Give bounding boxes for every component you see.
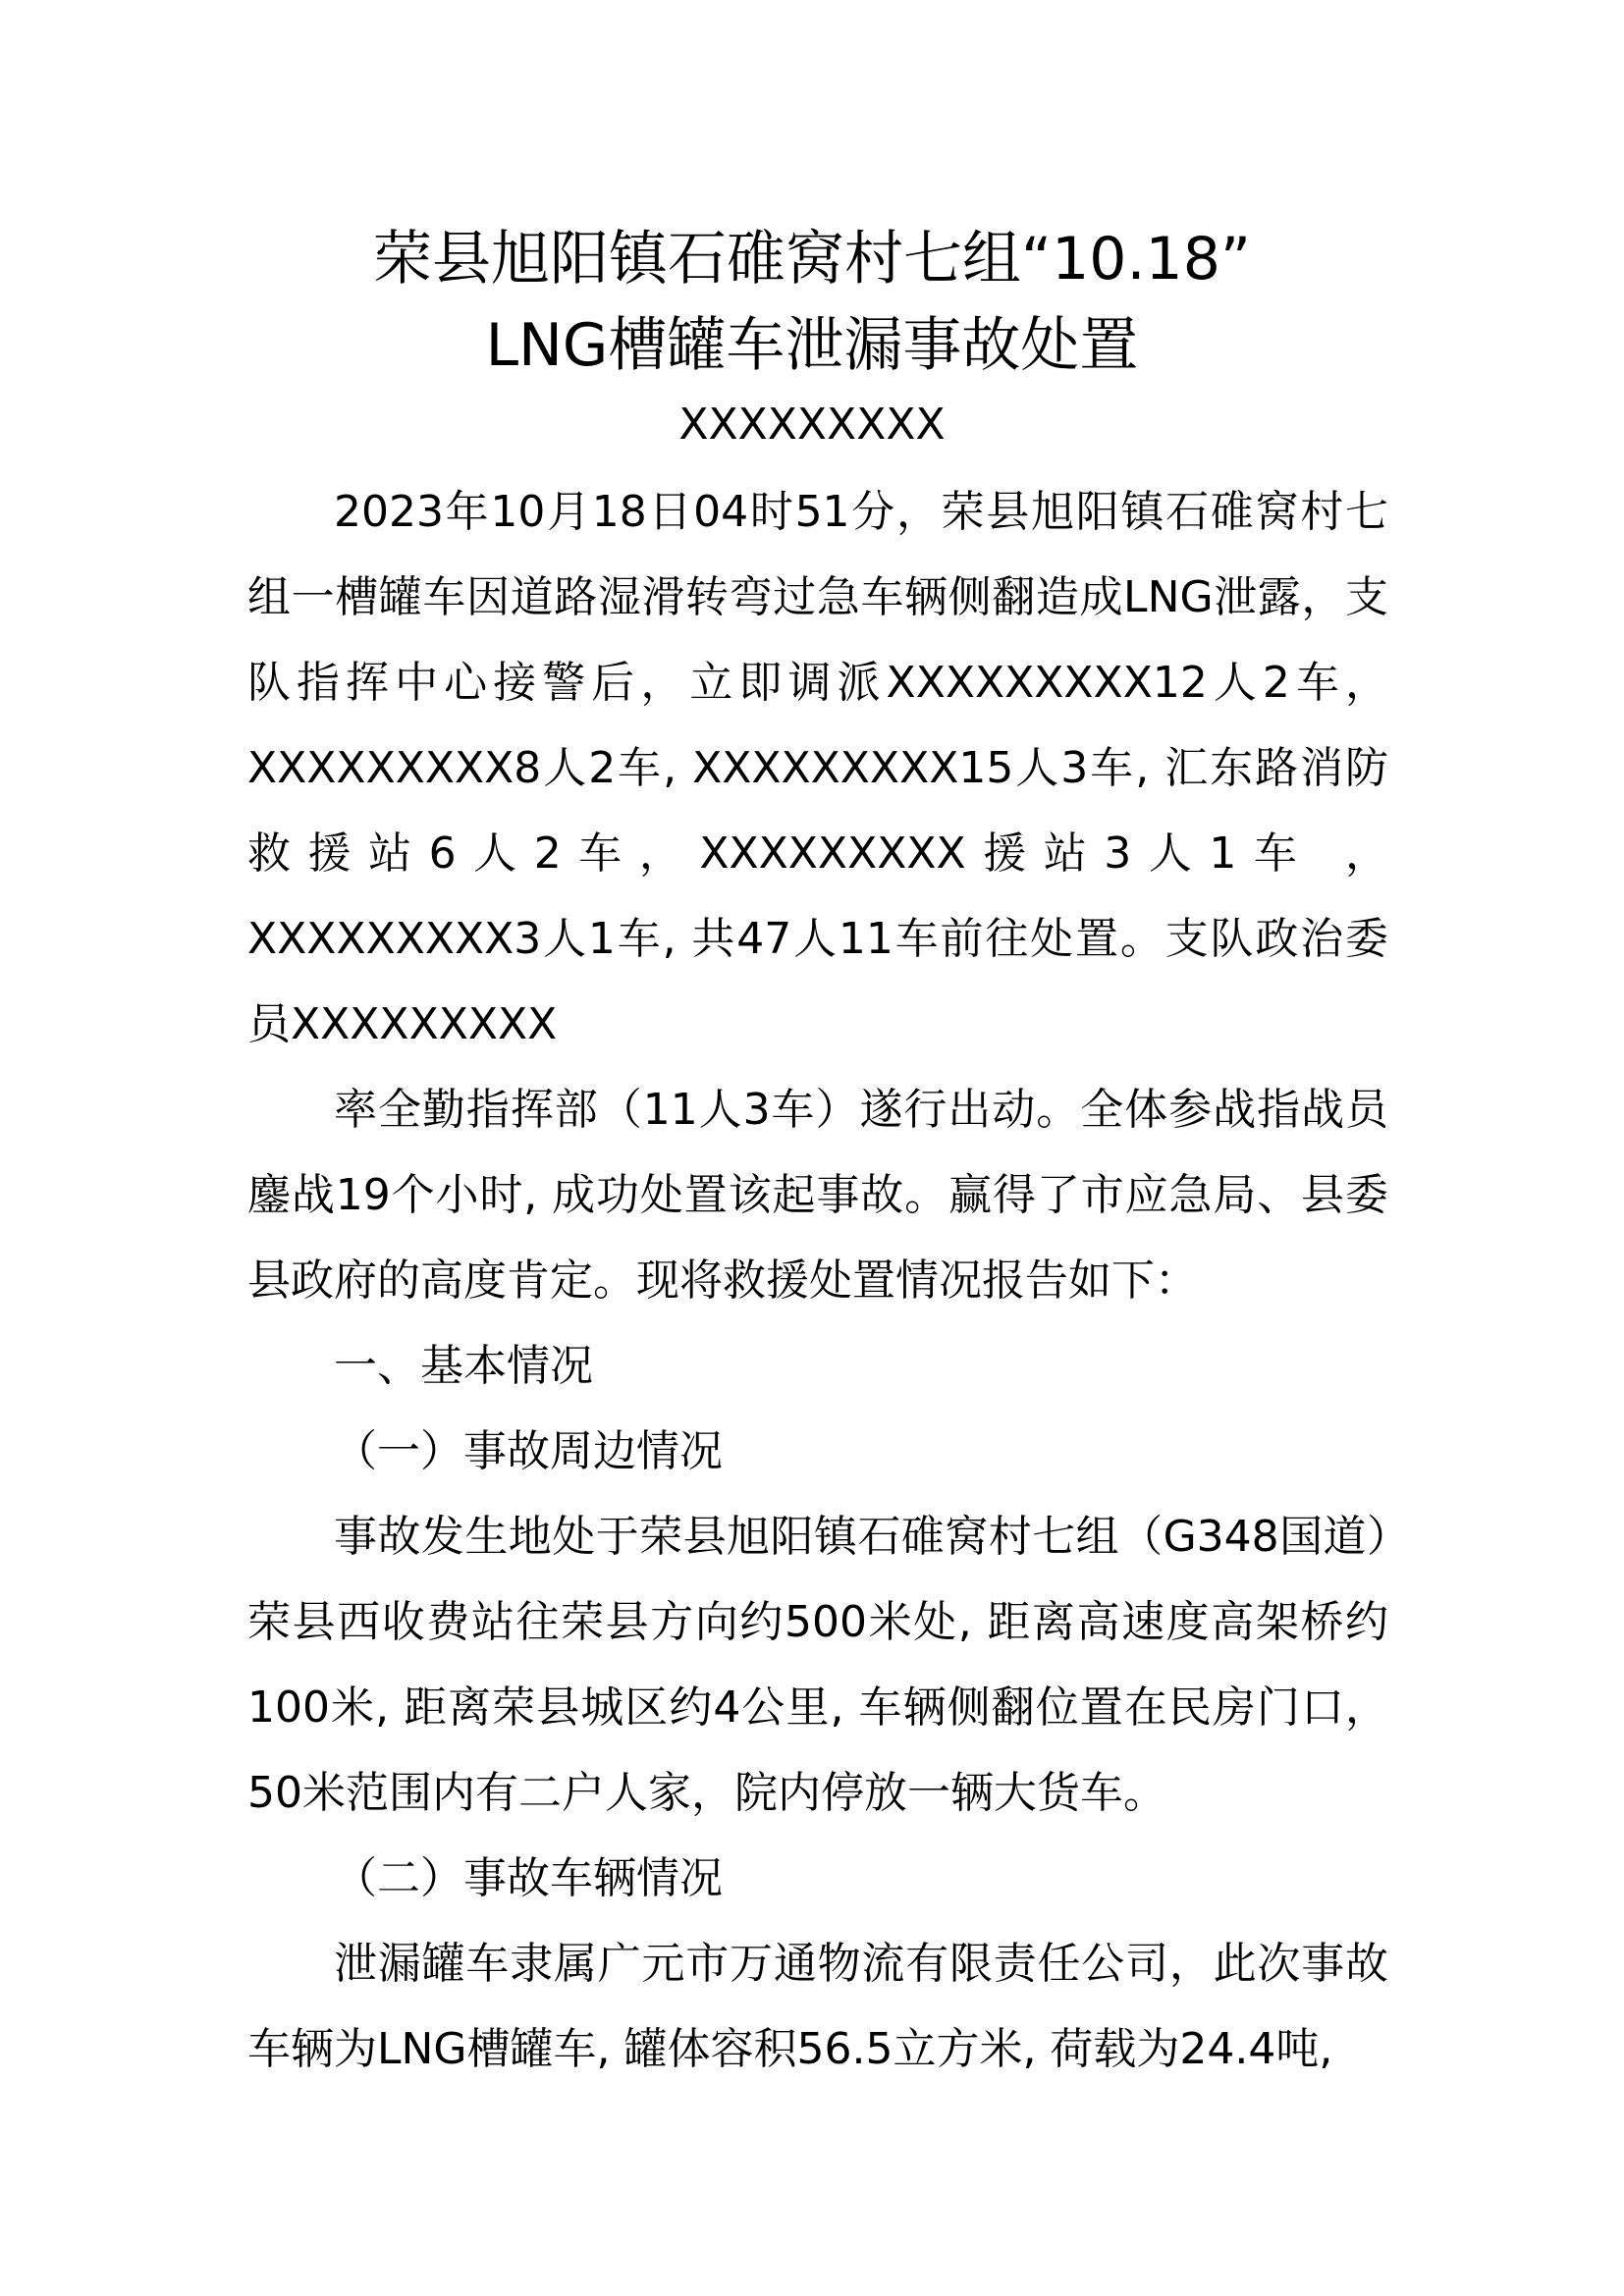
subsection-heading-vehicle: （二）事故车辆情况: [334, 1853, 723, 1903]
paragraph-incident-summary: 2023年10月18日04时51分，荣县旭阳镇石碓窝村七组一槽罐车因道路湿滑转弯过急车辆侧翻造成LNG泄露，支队指挥中心接警后，立即调派XXXXXXXXX12人2车，XXXXXXXXX8人2车, XXXXXXXXX15人3车, 汇东路消防救援站6人2车，XXXXXXXXX援站3人1车 ，XXXXXXXXX3人1车, 共47人11车前往处置。支队政治委员XXXXXXXXX: [247, 487, 1388, 1049]
section-basic-info: [247, 1323, 1388, 2092]
paragraph-surroundings: 事故发生地处于荣县旭阳镇石碓窝村七组（G348国道）荣县西收费站往荣县方向约500米处, 距离高速度高架桥约100米, 距离荣县城区约4公里, 车辆侧翻位置在民房门口，50米范围内有二户人家，院内停放一辆大货车。: [247, 1512, 1388, 1818]
document-title-line-2: LNG槽罐车泄漏事故处置: [485, 311, 1139, 380]
section-intro: [247, 469, 1388, 1067]
document-title-line-1: 荣县旭阳镇石碓窝村七组“10.18”: [373, 225, 1251, 294]
section-response: [247, 1067, 1388, 1323]
section-heading-basic-situation: 一、基本情况: [334, 1341, 593, 1391]
document-author: XXXXXXXXX: [678, 400, 946, 450]
subsection-heading-surroundings: （一）事故周边情况: [334, 1426, 723, 1476]
paragraph-vehicle: 泄漏罐车隶属广元市万通物流有限责任公司，此次事故车辆为LNG槽罐车, 罐体容积56.5立方米, 荷载为24.4吨,: [247, 1939, 1388, 2074]
paragraph-response: 率全勤指挥部（11人3车）遂行出动。全体参战指战员鏖战19个小时, 成功处置该起事故。赢得了市应急局、县委县政府的高度肯定。现将救援处置情况报告如下：: [247, 1085, 1388, 1306]
